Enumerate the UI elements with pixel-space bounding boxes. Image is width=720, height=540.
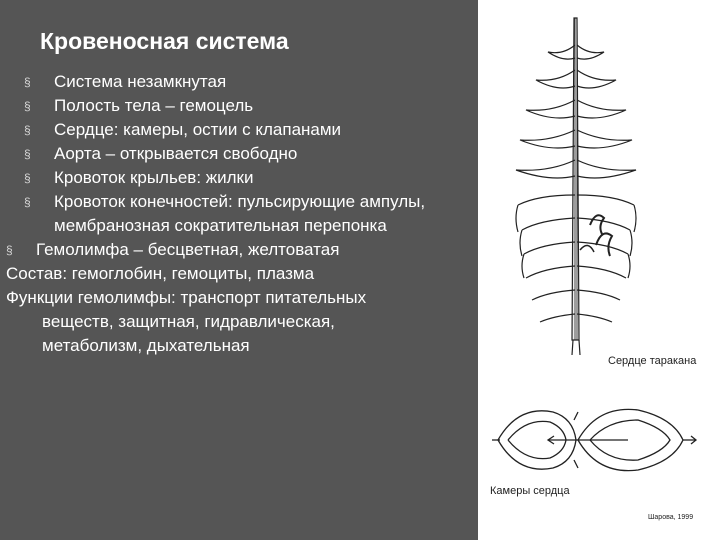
bullet-text: Полость тела – гемоцель bbox=[54, 96, 254, 115]
bullet-marker-icon: § bbox=[24, 123, 31, 137]
cockroach-heart-illustration bbox=[478, 0, 720, 540]
bullet-text: Кровоток крыльев: жилки bbox=[54, 168, 254, 187]
bullet-marker-icon: § bbox=[24, 99, 31, 113]
bullet-marker-icon: § bbox=[24, 171, 31, 185]
bullet-marker-icon: § bbox=[24, 75, 31, 89]
bullet-marker-icon: § bbox=[6, 243, 13, 257]
bullet-text: Сердце: камеры, остии с клапанами bbox=[54, 120, 342, 139]
bullet-item bbox=[6, 142, 476, 166]
slide-content bbox=[6, 70, 476, 358]
bullet-item bbox=[0, 238, 476, 262]
bullet-text: Система незамкнутая bbox=[54, 72, 227, 91]
bullet-marker-icon: § bbox=[24, 195, 31, 209]
heart-caption: Сердце таракана bbox=[608, 355, 697, 367]
bullet-item bbox=[6, 94, 476, 118]
functions-text: Функции гемолимфы: транспорт питательных веществ, защитная, гидравлическая, метаболизм, дыхательная bbox=[6, 288, 367, 355]
bullet-item bbox=[6, 166, 476, 190]
bullet-item bbox=[6, 118, 476, 142]
bullet-item bbox=[6, 70, 476, 94]
heart-drawing bbox=[516, 18, 636, 355]
source-caption: Шарова, 1999 bbox=[648, 514, 694, 521]
chambers-caption: Камеры сердца bbox=[490, 485, 570, 497]
heart-chambers-drawing bbox=[492, 409, 696, 470]
slide-title: Кровеносная система bbox=[40, 28, 289, 54]
bullet-text: Кровоток конечностей: пульсирующие ампулы, мембранозная сократительная перепонка bbox=[54, 192, 426, 235]
composition-text: Состав: гемоглобин, гемоциты, плазма bbox=[6, 264, 315, 283]
bullet-marker-icon: § bbox=[24, 147, 31, 161]
bullet-item bbox=[6, 190, 444, 238]
bullet-text: Гемолимфа – бесцветная, желтоватая bbox=[36, 240, 340, 259]
bullet-text: Аорта – открывается свободно bbox=[54, 144, 298, 163]
figure-panel bbox=[478, 0, 720, 540]
